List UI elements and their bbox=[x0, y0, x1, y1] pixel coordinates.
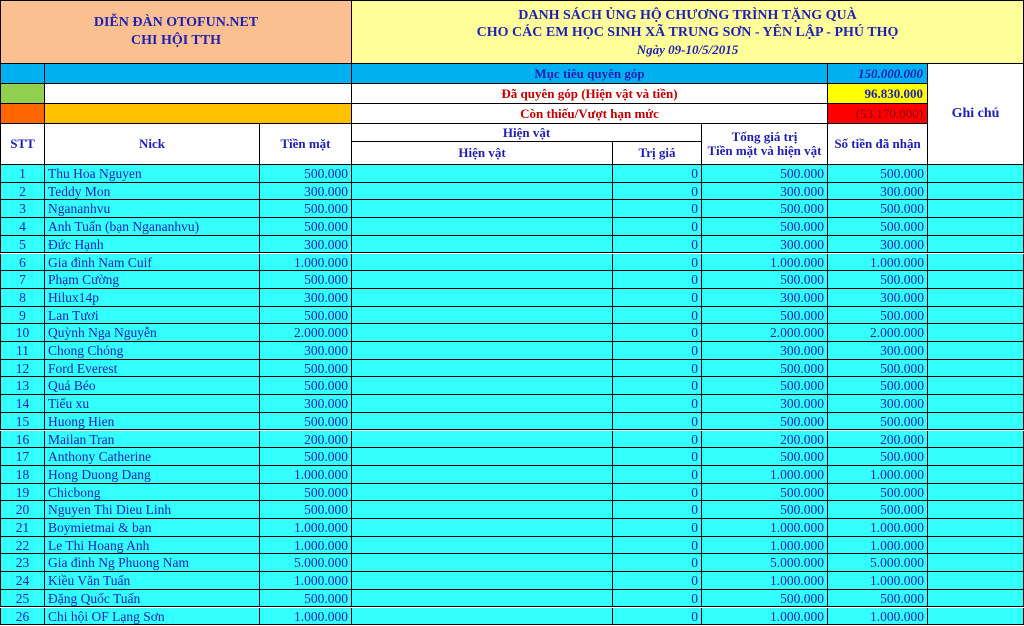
org-header-cell[interactable] bbox=[0, 0, 352, 64]
cell-total[interactable]: 500.000 bbox=[702, 360, 828, 378]
cell-cash[interactable]: 1.000.000 bbox=[260, 466, 352, 484]
cell-note[interactable] bbox=[928, 431, 1024, 449]
cell-stt[interactable]: 23 bbox=[0, 554, 45, 572]
cell-in-kind-value[interactable]: 0 bbox=[613, 183, 702, 201]
cell-total[interactable]: 500.000 bbox=[702, 501, 828, 519]
cell-in-kind[interactable] bbox=[352, 431, 613, 449]
cell-in-kind-value[interactable]: 0 bbox=[613, 537, 702, 555]
cell-in-kind-value[interactable]: 0 bbox=[613, 271, 702, 289]
cell-received[interactable]: 1.000.000 bbox=[828, 608, 928, 626]
cell-total[interactable]: 500.000 bbox=[702, 200, 828, 218]
column-header-total[interactable] bbox=[702, 124, 828, 165]
cell-note[interactable] bbox=[928, 537, 1024, 555]
cell-total[interactable]: 500.000 bbox=[702, 218, 828, 236]
cell-in-kind[interactable] bbox=[352, 448, 613, 466]
cell-nick[interactable]: Lan Tươi bbox=[45, 307, 260, 325]
column-header-cash[interactable]: Tiền mặt bbox=[260, 124, 352, 165]
cell-received[interactable]: 300.000 bbox=[828, 342, 928, 360]
cell-in-kind-value[interactable]: 0 bbox=[613, 431, 702, 449]
column-header-nick[interactable]: Nick bbox=[45, 124, 260, 165]
cell-received[interactable]: 500.000 bbox=[828, 590, 928, 608]
remaining-value[interactable]: (53.170.000) bbox=[828, 104, 928, 124]
cell-total[interactable]: 200.000 bbox=[702, 431, 828, 449]
cell-cash[interactable]: 200.000 bbox=[260, 431, 352, 449]
cell-received[interactable]: 1.000.000 bbox=[828, 519, 928, 537]
cell-cash[interactable]: 2.000.000 bbox=[260, 324, 352, 342]
cell-note[interactable] bbox=[928, 519, 1024, 537]
column-header-in-kind[interactable]: Hiện vật bbox=[352, 142, 613, 165]
cell-note[interactable] bbox=[928, 360, 1024, 378]
cell-stt[interactable]: 7 bbox=[0, 271, 45, 289]
cell-total[interactable]: 300.000 bbox=[702, 342, 828, 360]
cell-note[interactable] bbox=[928, 413, 1024, 431]
cell-cash[interactable]: 1.000.000 bbox=[260, 608, 352, 626]
cell-in-kind[interactable] bbox=[352, 590, 613, 608]
cell-in-kind-value[interactable]: 0 bbox=[613, 519, 702, 537]
collected-label[interactable]: Đã quyên góp (Hiện vật và tiền) bbox=[352, 84, 828, 104]
cell-in-kind-value[interactable]: 0 bbox=[613, 289, 702, 307]
cell-note[interactable] bbox=[928, 200, 1024, 218]
cell-cash[interactable]: 1.000.000 bbox=[260, 254, 352, 272]
cell-nick[interactable]: Le Thi Hoang Anh bbox=[45, 537, 260, 555]
cell-total[interactable]: 1.000.000 bbox=[702, 537, 828, 555]
target-label[interactable]: Mục tiêu quyên góp bbox=[352, 64, 828, 84]
cell-stt[interactable]: 16 bbox=[0, 431, 45, 449]
cell-stt[interactable]: 12 bbox=[0, 360, 45, 378]
cell-stt[interactable]: 13 bbox=[0, 377, 45, 395]
cell-cash[interactable]: 500.000 bbox=[260, 484, 352, 502]
cell-received[interactable]: 300.000 bbox=[828, 236, 928, 254]
cell-in-kind[interactable] bbox=[352, 342, 613, 360]
cell-total[interactable]: 500.000 bbox=[702, 448, 828, 466]
cell-note[interactable] bbox=[928, 608, 1024, 626]
cell-cash[interactable]: 500.000 bbox=[260, 590, 352, 608]
cell-in-kind[interactable] bbox=[352, 519, 613, 537]
cell-in-kind-value[interactable]: 0 bbox=[613, 342, 702, 360]
cell-in-kind-value[interactable]: 0 bbox=[613, 360, 702, 378]
cell-in-kind[interactable] bbox=[352, 377, 613, 395]
cell-nick[interactable]: Ngananhvu bbox=[45, 200, 260, 218]
sheet-title-line1: DANH SÁCH ỦNG HỘ CHƯƠNG TRÌNH TẶNG QUÀ bbox=[518, 7, 857, 23]
cell-in-kind-value[interactable]: 0 bbox=[613, 572, 702, 590]
column-header-total-line2: Tiền mặt và hiện vật bbox=[707, 143, 822, 158]
cell-total[interactable]: 1.000.000 bbox=[702, 519, 828, 537]
cell-note[interactable] bbox=[928, 466, 1024, 484]
cell-total[interactable]: 2.000.000 bbox=[702, 324, 828, 342]
cell-note[interactable] bbox=[928, 271, 1024, 289]
cell-note[interactable] bbox=[928, 289, 1024, 307]
cell-stt[interactable]: 9 bbox=[0, 307, 45, 325]
cell-nick[interactable]: Anh Tuấn (bạn Ngananhvu) bbox=[45, 218, 260, 236]
cell-received[interactable]: 500.000 bbox=[828, 307, 928, 325]
remaining-label[interactable]: Còn thiếu/Vượt hạn mức bbox=[352, 104, 828, 124]
cell-received[interactable]: 300.000 bbox=[828, 395, 928, 413]
cell-in-kind[interactable] bbox=[352, 395, 613, 413]
cell-total[interactable]: 500.000 bbox=[702, 590, 828, 608]
cell-cash[interactable]: 500.000 bbox=[260, 200, 352, 218]
cell-total[interactable]: 300.000 bbox=[702, 236, 828, 254]
cell-in-kind-value[interactable]: 0 bbox=[613, 448, 702, 466]
cell-note[interactable] bbox=[928, 484, 1024, 502]
cell-received[interactable]: 300.000 bbox=[828, 183, 928, 201]
cell-in-kind[interactable] bbox=[352, 501, 613, 519]
cell-nick[interactable]: Gia đình Nam Cuif bbox=[45, 254, 260, 272]
cell-received[interactable]: 1.000.000 bbox=[828, 254, 928, 272]
cell-stt[interactable]: 4 bbox=[0, 218, 45, 236]
cell-in-kind[interactable] bbox=[352, 466, 613, 484]
cell-in-kind-value[interactable]: 0 bbox=[613, 484, 702, 502]
cell-note[interactable] bbox=[928, 307, 1024, 325]
cell-nick[interactable]: Boymietmai & bạn bbox=[45, 519, 260, 537]
cell-in-kind[interactable] bbox=[352, 537, 613, 555]
cell-note[interactable] bbox=[928, 218, 1024, 236]
cell-nick[interactable]: Chong Chóng bbox=[45, 342, 260, 360]
cell-received[interactable]: 5.000.000 bbox=[828, 554, 928, 572]
cell-cash[interactable]: 500.000 bbox=[260, 218, 352, 236]
cell-received[interactable]: 1.000.000 bbox=[828, 466, 928, 484]
cell-in-kind-value[interactable]: 0 bbox=[613, 501, 702, 519]
cell-stt[interactable]: 8 bbox=[0, 289, 45, 307]
cell-received[interactable]: 200.000 bbox=[828, 431, 928, 449]
cell-nick[interactable]: Phạm Cường bbox=[45, 271, 260, 289]
cell-stt[interactable]: 22 bbox=[0, 537, 45, 555]
cell-in-kind[interactable] bbox=[352, 183, 613, 201]
cell-stt[interactable]: 24 bbox=[0, 572, 45, 590]
cell-note[interactable] bbox=[928, 395, 1024, 413]
cell-total[interactable]: 1.000.000 bbox=[702, 608, 828, 626]
cell-received[interactable]: 500.000 bbox=[828, 377, 928, 395]
cell-in-kind[interactable] bbox=[352, 200, 613, 218]
cell-stt[interactable]: 19 bbox=[0, 484, 45, 502]
target-swatch[interactable] bbox=[0, 64, 45, 84]
cell-in-kind-value[interactable]: 0 bbox=[613, 377, 702, 395]
cell-total[interactable]: 500.000 bbox=[702, 484, 828, 502]
cell-stt[interactable]: 1 bbox=[0, 165, 45, 183]
cell-cash[interactable]: 300.000 bbox=[260, 236, 352, 254]
cell-nick[interactable]: Anthony Catherine bbox=[45, 448, 260, 466]
cell-cash[interactable]: 1.000.000 bbox=[260, 572, 352, 590]
cell-received[interactable]: 1.000.000 bbox=[828, 572, 928, 590]
cell-in-kind-value[interactable]: 0 bbox=[613, 413, 702, 431]
cell-note[interactable] bbox=[928, 236, 1024, 254]
cell-nick[interactable]: Chicbong bbox=[45, 484, 260, 502]
target-blank[interactable] bbox=[45, 64, 352, 84]
cell-cash[interactable]: 1.000.000 bbox=[260, 537, 352, 555]
cell-total[interactable]: 1.000.000 bbox=[702, 466, 828, 484]
cell-note[interactable] bbox=[928, 183, 1024, 201]
cell-stt[interactable]: 17 bbox=[0, 448, 45, 466]
cell-in-kind[interactable] bbox=[352, 289, 613, 307]
column-header-total-line1: Tổng giá trị bbox=[731, 129, 798, 144]
collected-value[interactable]: 96.830.000 bbox=[828, 84, 928, 104]
note-header[interactable]: Ghi chú bbox=[928, 64, 1024, 165]
cell-total[interactable]: 500.000 bbox=[702, 413, 828, 431]
cell-in-kind-value[interactable]: 0 bbox=[613, 590, 702, 608]
cell-note[interactable] bbox=[928, 501, 1024, 519]
cell-received[interactable]: 500.000 bbox=[828, 271, 928, 289]
cell-stt[interactable]: 3 bbox=[0, 200, 45, 218]
column-header-in-kind-value[interactable]: Trị giá bbox=[613, 142, 702, 165]
cell-note[interactable] bbox=[928, 324, 1024, 342]
cell-nick[interactable]: Huong Hien bbox=[45, 413, 260, 431]
cell-cash[interactable]: 500.000 bbox=[260, 377, 352, 395]
cell-total[interactable]: 5.000.000 bbox=[702, 554, 828, 572]
cell-in-kind-value[interactable]: 0 bbox=[613, 236, 702, 254]
cell-received[interactable]: 500.000 bbox=[828, 501, 928, 519]
cell-cash[interactable]: 500.000 bbox=[260, 271, 352, 289]
cell-nick[interactable]: Đức Hạnh bbox=[45, 236, 260, 254]
cell-received[interactable]: 500.000 bbox=[828, 200, 928, 218]
cell-received[interactable]: 500.000 bbox=[828, 165, 928, 183]
cell-in-kind-value[interactable]: 0 bbox=[613, 200, 702, 218]
cell-total[interactable]: 300.000 bbox=[702, 395, 828, 413]
cell-stt[interactable]: 18 bbox=[0, 466, 45, 484]
org-branch: CHI HỘI TTH bbox=[131, 33, 221, 48]
org-name: DIỄN ĐÀN OTOFUN.NET bbox=[93, 15, 259, 30]
cell-in-kind-value[interactable]: 0 bbox=[613, 165, 702, 183]
cell-received[interactable]: 500.000 bbox=[828, 218, 928, 236]
cell-total[interactable]: 500.000 bbox=[702, 165, 828, 183]
cell-total[interactable]: 1.000.000 bbox=[702, 254, 828, 272]
cell-received[interactable]: 500.000 bbox=[828, 360, 928, 378]
cell-received[interactable]: 300.000 bbox=[828, 289, 928, 307]
cell-total[interactable]: 500.000 bbox=[702, 377, 828, 395]
remaining-swatch[interactable] bbox=[0, 104, 45, 124]
cell-received[interactable]: 500.000 bbox=[828, 413, 928, 431]
column-header-received[interactable]: Số tiền đã nhận bbox=[828, 124, 928, 165]
cell-nick[interactable]: Tiểu xu bbox=[45, 395, 260, 413]
cell-cash[interactable]: 300.000 bbox=[260, 395, 352, 413]
cell-in-kind-value[interactable]: 0 bbox=[613, 307, 702, 325]
cell-stt[interactable]: 20 bbox=[0, 501, 45, 519]
cell-in-kind-value[interactable]: 0 bbox=[613, 466, 702, 484]
cell-cash[interactable]: 300.000 bbox=[260, 342, 352, 360]
cell-in-kind[interactable] bbox=[352, 307, 613, 325]
cell-total[interactable]: 500.000 bbox=[702, 307, 828, 325]
cell-nick[interactable]: Teddy Mon bbox=[45, 183, 260, 201]
cell-nick[interactable]: Chi hội OF Lạng Sơn bbox=[45, 608, 260, 626]
cell-nick[interactable]: Nguyen Thi Dieu Linh bbox=[45, 501, 260, 519]
cell-in-kind[interactable] bbox=[352, 608, 613, 626]
cell-stt[interactable]: 10 bbox=[0, 324, 45, 342]
cell-total[interactable]: 1.000.000 bbox=[702, 572, 828, 590]
cell-stt[interactable]: 25 bbox=[0, 590, 45, 608]
cell-stt[interactable]: 21 bbox=[0, 519, 45, 537]
collected-swatch[interactable] bbox=[0, 84, 45, 104]
column-header-in-kind-group[interactable]: Hiện vật bbox=[352, 124, 702, 142]
cell-note[interactable] bbox=[928, 342, 1024, 360]
target-value[interactable]: 150.000.000 bbox=[828, 64, 928, 84]
cell-stt[interactable]: 2 bbox=[0, 183, 45, 201]
cell-received[interactable]: 1.000.000 bbox=[828, 537, 928, 555]
sheet-title-line2: CHO CÁC EM HỌC SINH XÃ TRUNG SƠN - YÊN LẬP - PHÚ THỌ bbox=[476, 24, 899, 40]
cell-cash[interactable]: 500.000 bbox=[260, 165, 352, 183]
cell-in-kind[interactable] bbox=[352, 218, 613, 236]
cell-nick[interactable]: Thu Hoa Nguyen bbox=[45, 165, 260, 183]
cell-in-kind[interactable] bbox=[352, 572, 613, 590]
cell-stt[interactable]: 14 bbox=[0, 395, 45, 413]
cell-stt[interactable]: 5 bbox=[0, 236, 45, 254]
cell-note[interactable] bbox=[928, 554, 1024, 572]
cell-in-kind[interactable] bbox=[352, 254, 613, 272]
cell-cash[interactable]: 500.000 bbox=[260, 413, 352, 431]
cell-cash[interactable]: 300.000 bbox=[260, 289, 352, 307]
cell-cash[interactable]: 500.000 bbox=[260, 360, 352, 378]
cell-in-kind-value[interactable]: 0 bbox=[613, 554, 702, 572]
cell-stt[interactable]: 11 bbox=[0, 342, 45, 360]
cell-cash[interactable]: 300.000 bbox=[260, 183, 352, 201]
cell-nick[interactable]: Ford Everest bbox=[45, 360, 260, 378]
cell-in-kind[interactable] bbox=[352, 484, 613, 502]
title-header-cell[interactable] bbox=[352, 0, 1024, 64]
cell-in-kind[interactable] bbox=[352, 360, 613, 378]
cell-stt[interactable]: 26 bbox=[0, 608, 45, 626]
cell-in-kind-value[interactable]: 0 bbox=[613, 395, 702, 413]
cell-nick[interactable]: Gia đình Ng Phuong Nam bbox=[45, 554, 260, 572]
cell-stt[interactable]: 15 bbox=[0, 413, 45, 431]
cell-note[interactable] bbox=[928, 377, 1024, 395]
cell-in-kind[interactable] bbox=[352, 413, 613, 431]
cell-stt[interactable]: 6 bbox=[0, 254, 45, 272]
cell-in-kind[interactable] bbox=[352, 271, 613, 289]
cell-note[interactable] bbox=[928, 165, 1024, 183]
cell-in-kind[interactable] bbox=[352, 324, 613, 342]
cell-note[interactable] bbox=[928, 590, 1024, 608]
cell-total[interactable]: 500.000 bbox=[702, 271, 828, 289]
cell-note[interactable] bbox=[928, 572, 1024, 590]
cell-total[interactable]: 300.000 bbox=[702, 183, 828, 201]
cell-note[interactable] bbox=[928, 254, 1024, 272]
cell-received[interactable]: 500.000 bbox=[828, 484, 928, 502]
cell-received[interactable]: 2.000.000 bbox=[828, 324, 928, 342]
cell-nick[interactable]: Kiều Văn Tuấn bbox=[45, 572, 260, 590]
cell-cash[interactable]: 500.000 bbox=[260, 448, 352, 466]
sheet-date: Ngày 09-10/5/2015 bbox=[636, 41, 739, 57]
cell-nick[interactable]: Quá Béo bbox=[45, 377, 260, 395]
cell-in-kind[interactable] bbox=[352, 236, 613, 254]
cell-in-kind-value[interactable]: 0 bbox=[613, 254, 702, 272]
cell-nick[interactable]: Hong Duong Dang bbox=[45, 466, 260, 484]
cell-nick[interactable]: Mailan Tran bbox=[45, 431, 260, 449]
cell-cash[interactable]: 5.000.000 bbox=[260, 554, 352, 572]
cell-cash[interactable]: 500.000 bbox=[260, 307, 352, 325]
collected-blank[interactable] bbox=[45, 84, 352, 104]
cell-nick[interactable]: Hilux14p bbox=[45, 289, 260, 307]
cell-nick[interactable]: Đặng Quốc Tuấn bbox=[45, 590, 260, 608]
cell-total[interactable]: 300.000 bbox=[702, 289, 828, 307]
cell-cash[interactable]: 1.000.000 bbox=[260, 519, 352, 537]
cell-in-kind[interactable] bbox=[352, 165, 613, 183]
column-header-stt[interactable]: STT bbox=[0, 124, 45, 165]
cell-in-kind-value[interactable]: 0 bbox=[613, 324, 702, 342]
cell-in-kind[interactable] bbox=[352, 554, 613, 572]
cell-in-kind-value[interactable]: 0 bbox=[613, 218, 702, 236]
remaining-blank[interactable] bbox=[45, 104, 352, 124]
cell-cash[interactable]: 500.000 bbox=[260, 501, 352, 519]
cell-nick[interactable]: Quỳnh Nga Nguyễn bbox=[45, 324, 260, 342]
cell-received[interactable]: 500.000 bbox=[828, 448, 928, 466]
cell-note[interactable] bbox=[928, 448, 1024, 466]
cell-in-kind-value[interactable]: 0 bbox=[613, 608, 702, 626]
